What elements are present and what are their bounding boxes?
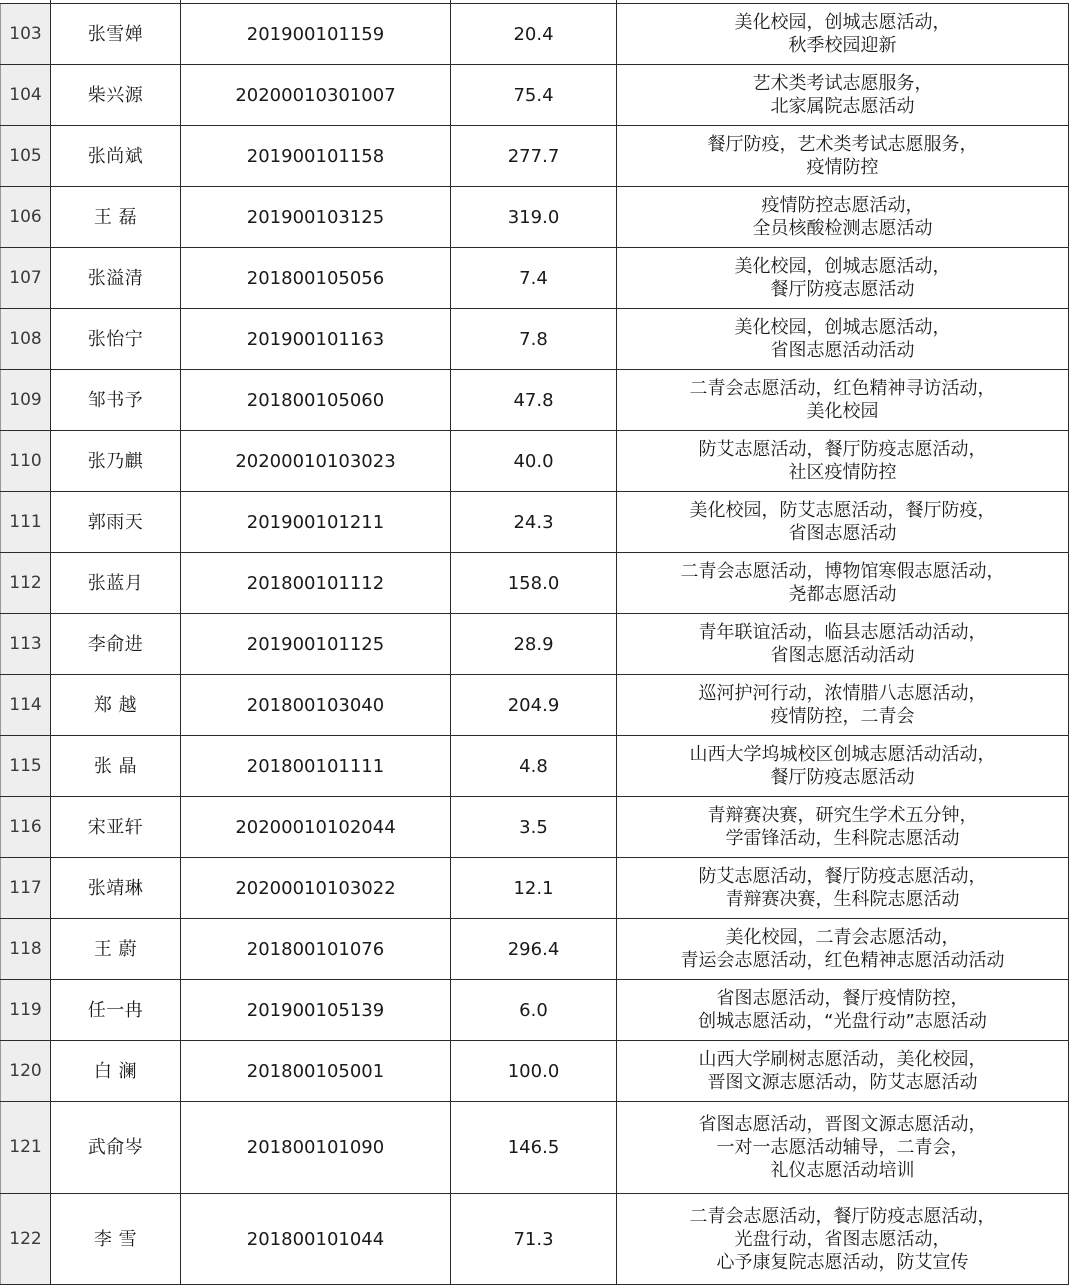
activity-line: 二青会志愿活动，红色精神寻访活动， bbox=[689, 378, 996, 399]
name-cell[interactable]: 张蓝月 bbox=[51, 553, 181, 614]
name-cell[interactable]: 郑 越 bbox=[51, 675, 181, 736]
table-row bbox=[1, 1194, 1069, 1285]
row-number-cell[interactable]: 112 bbox=[1, 553, 51, 614]
table-row bbox=[1, 431, 1069, 492]
table-row bbox=[1, 553, 1069, 614]
student-id-cell[interactable]: 201800105001 bbox=[181, 1041, 451, 1102]
activity-line: 疫情防控，二青会 bbox=[770, 706, 915, 727]
row-number-cell[interactable]: 114 bbox=[1, 675, 51, 736]
table-row bbox=[1, 675, 1069, 736]
student-id-cell[interactable]: 201900101163 bbox=[181, 309, 451, 370]
hours-cell[interactable]: 47.8 bbox=[451, 370, 617, 431]
table-row bbox=[1, 248, 1069, 309]
hours-cell[interactable]: 3.5 bbox=[451, 797, 617, 858]
table-row bbox=[1, 614, 1069, 675]
activity-line: 尧都志愿活动 bbox=[788, 584, 897, 605]
activity-line: 艺术类考试志愿服务， bbox=[752, 73, 933, 94]
row-number-cell[interactable]: 110 bbox=[1, 431, 51, 492]
activities-cell[interactable] bbox=[617, 431, 1069, 492]
row-number-cell[interactable]: 109 bbox=[1, 370, 51, 431]
hours-cell[interactable]: 146.5 bbox=[451, 1102, 617, 1194]
activities-cell[interactable] bbox=[617, 553, 1069, 614]
activity-line: 青辩赛决赛，研究生学术五分钟， bbox=[707, 805, 978, 826]
name-cell[interactable]: 张怡宁 bbox=[51, 309, 181, 370]
activity-line: 北家属院志愿活动 bbox=[770, 96, 915, 117]
name-cell[interactable]: 张靖琳 bbox=[51, 858, 181, 919]
student-id-cell[interactable]: 201900105139 bbox=[181, 980, 451, 1041]
table-row bbox=[1, 980, 1069, 1041]
activities-cell[interactable] bbox=[617, 614, 1069, 675]
student-id-cell[interactable]: 201800105060 bbox=[181, 370, 451, 431]
activities-cell[interactable] bbox=[617, 1041, 1069, 1102]
activity-line: 全员核酸检测志愿活动 bbox=[752, 218, 933, 239]
hours-cell[interactable]: 100.0 bbox=[451, 1041, 617, 1102]
name-cell[interactable]: 白 澜 bbox=[51, 1041, 181, 1102]
hours-cell[interactable]: 158.0 bbox=[451, 553, 617, 614]
row-number-cell[interactable]: 106 bbox=[1, 187, 51, 248]
student-id-cell[interactable]: 20200010301007 bbox=[181, 65, 451, 126]
name-cell[interactable]: 宋亚轩 bbox=[51, 797, 181, 858]
activity-line: 青运会志愿活动，红色精神志愿活动活动 bbox=[680, 950, 1005, 971]
student-id-cell[interactable]: 201900101125 bbox=[181, 614, 451, 675]
activity-line: 山西大学坞城校区创城志愿活动活动， bbox=[689, 744, 996, 765]
activity-line: 一对一志愿活动辅导，二青会， bbox=[716, 1137, 969, 1158]
activity-line: 餐厅防疫，艺术类考试志愿服务， bbox=[707, 134, 978, 155]
activity-line: 省图志愿活动，餐厅疫情防控， bbox=[716, 988, 969, 1009]
activity-line: 社区疫情防控 bbox=[788, 462, 897, 483]
student-id-cell[interactable]: 201800103040 bbox=[181, 675, 451, 736]
student-id-cell[interactable]: 201800101076 bbox=[181, 919, 451, 980]
activities-cell[interactable] bbox=[617, 4, 1069, 65]
student-id-cell[interactable]: 201900101211 bbox=[181, 492, 451, 553]
hours-cell[interactable]: 24.3 bbox=[451, 492, 617, 553]
table-row bbox=[1, 4, 1069, 65]
activity-line: 疫情防控志愿活动， bbox=[761, 195, 924, 216]
row-number-cell[interactable]: 108 bbox=[1, 309, 51, 370]
table-row bbox=[1, 126, 1069, 187]
activities-cell[interactable] bbox=[617, 187, 1069, 248]
name-cell[interactable]: 张尚斌 bbox=[51, 126, 181, 187]
activity-line: 青年联谊活动，临县志愿活动活动， bbox=[698, 622, 987, 643]
activity-line: 美化校园，创城志愿活动， bbox=[734, 317, 951, 338]
activity-line: 省图志愿活动 bbox=[788, 523, 897, 544]
activity-line: 餐厅防疫志愿活动 bbox=[770, 767, 915, 788]
activities-cell[interactable] bbox=[617, 858, 1069, 919]
activity-line: 美化校园 bbox=[806, 401, 879, 422]
row-number-cell[interactable]: 103 bbox=[1, 4, 51, 65]
name-cell[interactable]: 郭雨天 bbox=[51, 492, 181, 553]
activity-line: 巡河护河行动，浓情腊八志愿活动， bbox=[698, 683, 987, 704]
table-row bbox=[1, 309, 1069, 370]
activity-line: 学雷锋活动，生科院志愿活动 bbox=[725, 828, 960, 849]
student-id-cell[interactable]: 20200010103023 bbox=[181, 431, 451, 492]
table-row bbox=[1, 1041, 1069, 1102]
hours-cell[interactable]: 6.0 bbox=[451, 980, 617, 1041]
activities-cell[interactable] bbox=[617, 675, 1069, 736]
row-number-cell[interactable]: 122 bbox=[1, 1194, 51, 1285]
hours-cell[interactable]: 71.3 bbox=[451, 1194, 617, 1285]
activities-cell[interactable] bbox=[617, 797, 1069, 858]
hours-cell[interactable]: 28.9 bbox=[451, 614, 617, 675]
activity-line: 山西大学刷树志愿活动，美化校园， bbox=[698, 1049, 987, 1070]
activity-line: 礼仪志愿活动培训 bbox=[770, 1160, 915, 1181]
hours-cell[interactable]: 319.0 bbox=[451, 187, 617, 248]
name-cell[interactable]: 王 蔚 bbox=[51, 919, 181, 980]
activity-line: 省图志愿活动活动 bbox=[770, 340, 915, 361]
row-number-cell[interactable]: 104 bbox=[1, 65, 51, 126]
row-number-cell[interactable]: 119 bbox=[1, 980, 51, 1041]
activity-line: 省图志愿活动，晋图文源志愿活动， bbox=[698, 1114, 987, 1135]
activity-line: 防艾志愿活动，餐厅防疫志愿活动， bbox=[698, 866, 987, 887]
hours-cell[interactable]: 40.0 bbox=[451, 431, 617, 492]
table-row bbox=[1, 492, 1069, 553]
activity-line: 心予康复院志愿活动，防艾宣传 bbox=[716, 1251, 969, 1273]
activity-line: 二青会志愿活动，餐厅防疫志愿活动， bbox=[689, 1205, 996, 1227]
activities-cell[interactable] bbox=[617, 980, 1069, 1041]
hours-cell[interactable]: 4.8 bbox=[451, 736, 617, 797]
activity-line: 防艾志愿活动，餐厅防疫志愿活动， bbox=[698, 439, 987, 460]
table-row bbox=[1, 187, 1069, 248]
student-id-cell[interactable]: 201900101158 bbox=[181, 126, 451, 187]
hours-cell[interactable]: 75.4 bbox=[451, 65, 617, 126]
table-row bbox=[1, 370, 1069, 431]
activity-line: 省图志愿活动活动 bbox=[770, 645, 915, 666]
student-id-cell[interactable]: 201900103125 bbox=[181, 187, 451, 248]
row-number-cell[interactable]: 111 bbox=[1, 492, 51, 553]
activities-cell[interactable] bbox=[617, 736, 1069, 797]
student-id-cell[interactable]: 201800101090 bbox=[181, 1102, 451, 1194]
student-id-cell[interactable]: 20200010103022 bbox=[181, 858, 451, 919]
activities-cell[interactable] bbox=[617, 126, 1069, 187]
table-row bbox=[1, 858, 1069, 919]
row-number-cell[interactable]: 113 bbox=[1, 614, 51, 675]
activity-line: 美化校园，创城志愿活动， bbox=[734, 256, 951, 277]
hours-cell[interactable]: 296.4 bbox=[451, 919, 617, 980]
activities-cell[interactable] bbox=[617, 1102, 1069, 1194]
name-cell[interactable]: 张雪婵 bbox=[51, 4, 181, 65]
activity-line: 二青会志愿活动，博物馆寒假志愿活动， bbox=[680, 561, 1005, 582]
student-id-cell[interactable]: 201800101112 bbox=[181, 553, 451, 614]
table-row bbox=[1, 736, 1069, 797]
name-cell[interactable]: 张溢清 bbox=[51, 248, 181, 309]
row-number-cell[interactable]: 120 bbox=[1, 1041, 51, 1102]
student-id-cell[interactable]: 20200010102044 bbox=[181, 797, 451, 858]
volunteer-table bbox=[0, 3, 1069, 1285]
name-cell[interactable]: 邹书予 bbox=[51, 370, 181, 431]
activity-line: 秋季校园迎新 bbox=[788, 35, 897, 56]
name-cell[interactable]: 柴兴源 bbox=[51, 65, 181, 126]
name-cell[interactable]: 李 雪 bbox=[51, 1194, 181, 1285]
name-cell[interactable]: 武俞岑 bbox=[51, 1102, 181, 1194]
activities-cell[interactable] bbox=[617, 1194, 1069, 1285]
activities-cell[interactable] bbox=[617, 492, 1069, 553]
activity-line: 创城志愿活动，“光盘行动”志愿活动 bbox=[698, 1011, 987, 1032]
activity-line: 晋图文源志愿活动，防艾志愿活动 bbox=[707, 1072, 978, 1093]
activity-line: 美化校园，二青会志愿活动， bbox=[725, 927, 960, 948]
row-number-cell[interactable]: 107 bbox=[1, 248, 51, 309]
hours-cell[interactable]: 204.9 bbox=[451, 675, 617, 736]
activities-cell[interactable] bbox=[617, 65, 1069, 126]
hours-cell[interactable]: 12.1 bbox=[451, 858, 617, 919]
activities-cell[interactable] bbox=[617, 309, 1069, 370]
student-id-cell[interactable]: 201800101044 bbox=[181, 1194, 451, 1285]
hours-cell[interactable]: 277.7 bbox=[451, 126, 617, 187]
activity-line: 餐厅防疫志愿活动 bbox=[770, 279, 915, 300]
activities-cell[interactable] bbox=[617, 248, 1069, 309]
table-row bbox=[1, 1102, 1069, 1194]
activity-line: 美化校园，创城志愿活动， bbox=[734, 12, 951, 33]
hours-cell[interactable]: 20.4 bbox=[451, 4, 617, 65]
name-cell[interactable]: 李俞进 bbox=[51, 614, 181, 675]
row-number-cell[interactable]: 105 bbox=[1, 126, 51, 187]
row-number-cell[interactable]: 115 bbox=[1, 736, 51, 797]
row-number-cell[interactable]: 116 bbox=[1, 797, 51, 858]
table-row bbox=[1, 919, 1069, 980]
activities-cell[interactable] bbox=[617, 370, 1069, 431]
activity-line: 疫情防控 bbox=[806, 157, 879, 178]
row-number-cell[interactable]: 118 bbox=[1, 919, 51, 980]
hours-cell[interactable]: 7.8 bbox=[451, 309, 617, 370]
activity-line: 青辩赛决赛，生科院志愿活动 bbox=[725, 889, 960, 910]
activities-cell[interactable] bbox=[617, 919, 1069, 980]
row-number-cell[interactable]: 121 bbox=[1, 1102, 51, 1194]
student-id-cell[interactable]: 201900101159 bbox=[181, 4, 451, 65]
student-id-cell[interactable]: 201800101111 bbox=[181, 736, 451, 797]
table-body bbox=[1, 4, 1069, 1285]
activity-line: 美化校园，防艾志愿活动，餐厅防疫， bbox=[689, 500, 996, 521]
hours-cell[interactable]: 7.4 bbox=[451, 248, 617, 309]
student-id-cell[interactable]: 201800105056 bbox=[181, 248, 451, 309]
row-number-cell[interactable]: 117 bbox=[1, 858, 51, 919]
table-row bbox=[1, 797, 1069, 858]
name-cell[interactable]: 张乃麒 bbox=[51, 431, 181, 492]
table-row bbox=[1, 65, 1069, 126]
activity-line: 光盘行动，省图志愿活动， bbox=[734, 1228, 951, 1250]
name-cell[interactable]: 王 磊 bbox=[51, 187, 181, 248]
name-cell[interactable]: 张 晶 bbox=[51, 736, 181, 797]
name-cell[interactable]: 任一冉 bbox=[51, 980, 181, 1041]
